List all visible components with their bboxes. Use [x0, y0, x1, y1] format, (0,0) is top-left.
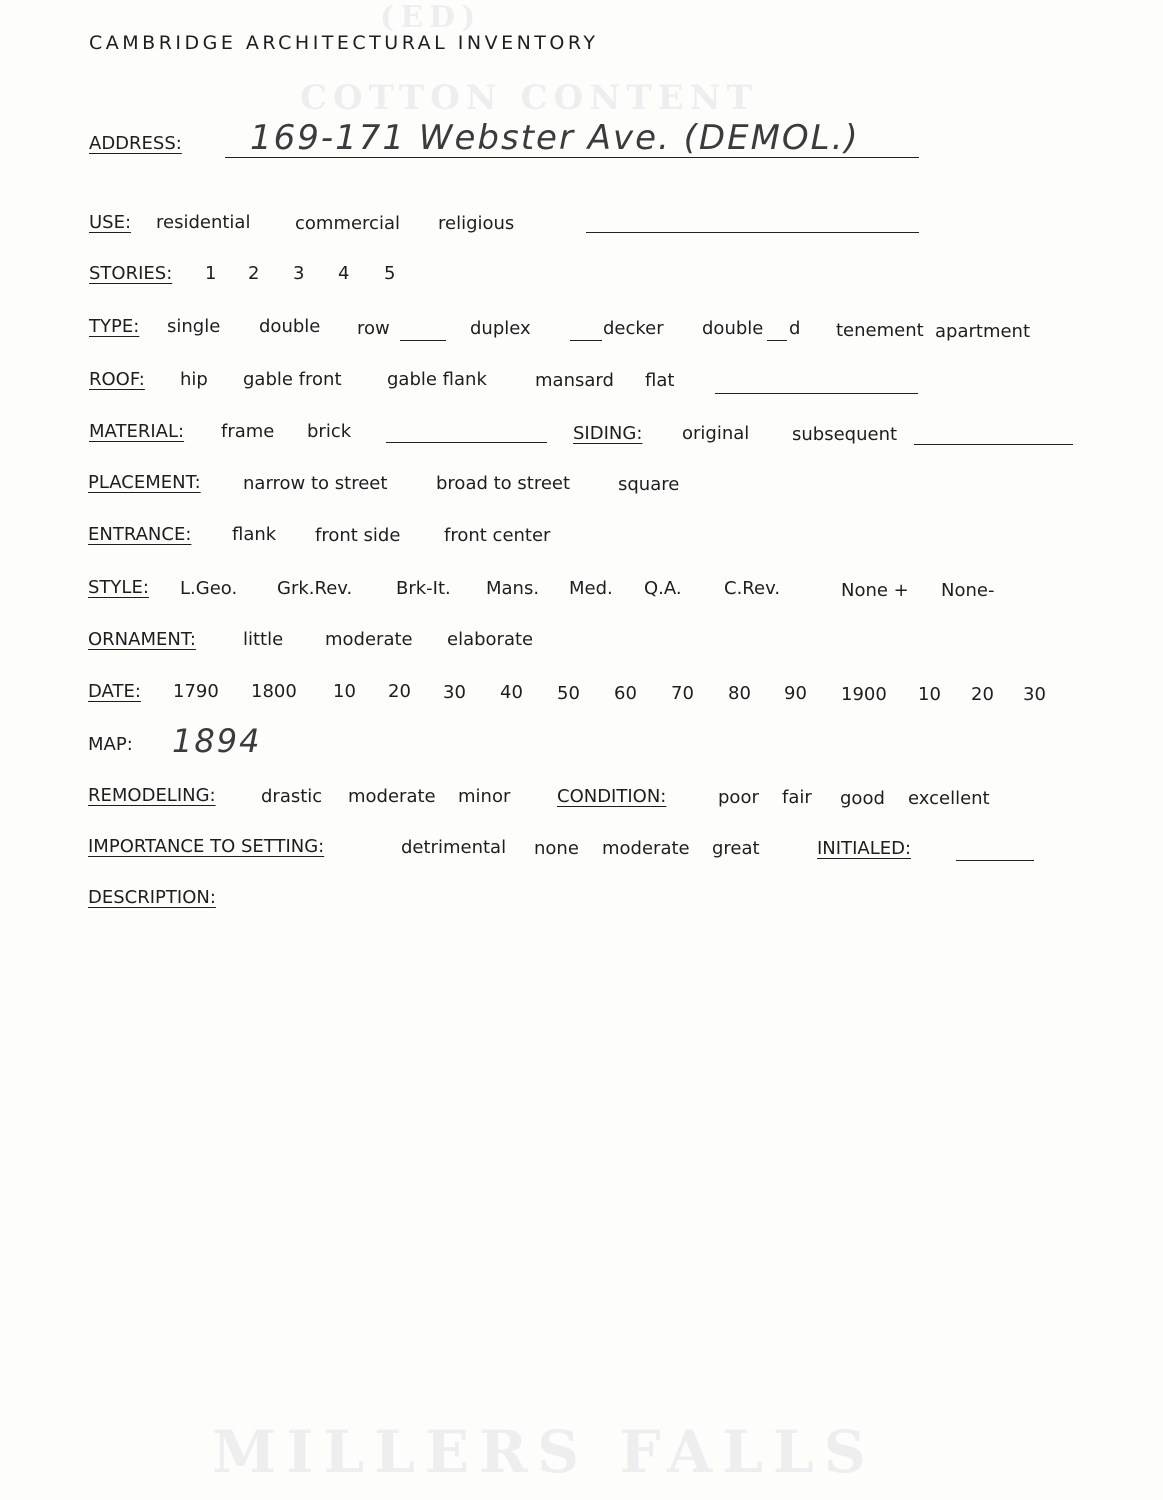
condition-option: good — [840, 788, 885, 809]
ornament-option: elaborate — [447, 629, 534, 650]
date-option: 20 — [388, 681, 411, 702]
style-option: Mans. — [486, 578, 540, 599]
type-option: double — [259, 316, 321, 337]
date-label: DATE: — [88, 681, 141, 702]
date-option: 1900 — [841, 684, 887, 705]
style-option: C.Rev. — [724, 578, 781, 599]
type-option: d — [789, 318, 801, 339]
importance-option: great — [712, 838, 760, 859]
ornament-option: moderate — [325, 629, 413, 650]
entrance-option: flank — [232, 524, 277, 545]
style-option: None + — [841, 580, 909, 601]
placement-label: PLACEMENT: — [88, 472, 201, 493]
type-row-blank — [400, 340, 446, 341]
date-option: 1800 — [251, 681, 297, 702]
condition-label: CONDITION: — [557, 786, 667, 807]
importance-option: detrimental — [401, 837, 507, 858]
use-label: USE: — [89, 212, 132, 233]
material-label: MATERIAL: — [89, 421, 185, 442]
siding-blank — [914, 444, 1073, 445]
map-label: MAP: — [88, 734, 133, 755]
date-option: 30 — [1023, 684, 1046, 705]
address-label: ADDRESS: — [89, 133, 182, 154]
date-option: 10 — [918, 684, 941, 705]
type-double-blank — [767, 340, 787, 341]
description-label: DESCRIPTION: — [88, 887, 216, 908]
placement-option: broad to street — [436, 473, 571, 494]
date-option: 1790 — [173, 681, 219, 702]
roof-option: mansard — [535, 370, 614, 391]
style-option: Grk.Rev. — [277, 578, 353, 599]
date-option: 80 — [728, 683, 751, 704]
importance-option: moderate — [602, 838, 690, 859]
siding-option: original — [682, 423, 750, 444]
type-option: tenement — [836, 320, 924, 341]
entrance-label: ENTRANCE: — [88, 524, 192, 545]
roof-blank — [715, 393, 918, 394]
use-blank — [586, 232, 919, 233]
type-option: row — [357, 318, 390, 339]
remodeling-option: minor — [458, 786, 511, 807]
use-option: religious — [438, 213, 515, 234]
date-option: 40 — [500, 682, 523, 703]
type-option: apartment — [935, 321, 1031, 342]
placement-option: square — [618, 474, 680, 495]
stories-option: 2 — [248, 263, 260, 284]
roof-option: gable front — [243, 369, 342, 390]
use-option: commercial — [295, 213, 400, 234]
style-option: Med. — [569, 578, 613, 599]
ornament-label: ORNAMENT: — [88, 629, 196, 650]
date-option: 90 — [784, 683, 807, 704]
condition-option: fair — [782, 787, 812, 808]
remodeling-option: moderate — [348, 786, 436, 807]
placement-option: narrow to street — [243, 473, 388, 494]
entrance-option: front side — [315, 525, 401, 546]
date-option: 50 — [557, 683, 580, 704]
roof-option: gable flank — [387, 369, 487, 390]
ornament-option: little — [243, 629, 284, 650]
material-option: frame — [221, 421, 275, 442]
date-option: 60 — [614, 683, 637, 704]
date-option: 70 — [671, 683, 694, 704]
condition-option: excellent — [908, 788, 990, 809]
type-option: decker — [603, 318, 664, 339]
importance-label: IMPORTANCE TO SETTING: — [88, 836, 325, 857]
roof-label: ROOF: — [89, 369, 145, 390]
date-option: 10 — [333, 681, 356, 702]
importance-option: none — [534, 838, 579, 859]
date-option: 30 — [443, 682, 466, 703]
siding-option: subsequent — [792, 424, 898, 445]
stories-option: 5 — [384, 263, 396, 284]
material-blank — [386, 442, 547, 443]
material-option: brick — [307, 421, 352, 442]
stories-label: STORIES: — [89, 263, 173, 284]
roof-option: flat — [645, 370, 675, 391]
initialed-label: INITIALED: — [817, 838, 912, 859]
watermark-crest: (ED) — [380, 0, 482, 35]
watermark-millers-falls: MILLERS FALLS — [212, 1418, 876, 1486]
style-option: L.Geo. — [180, 578, 238, 599]
stories-option: 3 — [293, 263, 305, 284]
entrance-option: front center — [444, 525, 551, 546]
style-option: Q.A. — [644, 578, 682, 599]
roof-option: hip — [180, 369, 208, 390]
initialed-blank — [956, 860, 1034, 861]
type-option: single — [167, 316, 221, 337]
type-decker-blank — [570, 340, 602, 341]
style-option: None- — [941, 580, 995, 601]
date-option: 20 — [971, 684, 994, 705]
form-title: CAMBRIDGE ARCHITECTURAL INVENTORY — [89, 32, 599, 54]
siding-label: SIDING: — [573, 423, 643, 444]
style-option: Brk-It. — [396, 578, 451, 599]
type-label: TYPE: — [89, 316, 140, 337]
watermark-cotton-content: COTTON CONTENT — [300, 78, 758, 118]
address-handwritten: 169-171 Webster Ave. (DEMOL.) — [250, 118, 860, 158]
stories-option: 1 — [205, 263, 217, 284]
remodeling-label: REMODELING: — [88, 785, 216, 806]
stories-option: 4 — [338, 263, 350, 284]
type-option: duplex — [470, 318, 531, 339]
type-option: double — [702, 318, 764, 339]
use-option: residential — [156, 212, 251, 233]
remodeling-option: drastic — [261, 786, 323, 807]
style-label: STYLE: — [88, 577, 149, 598]
map-handwritten: 1894 — [172, 722, 262, 760]
condition-option: poor — [718, 787, 759, 808]
